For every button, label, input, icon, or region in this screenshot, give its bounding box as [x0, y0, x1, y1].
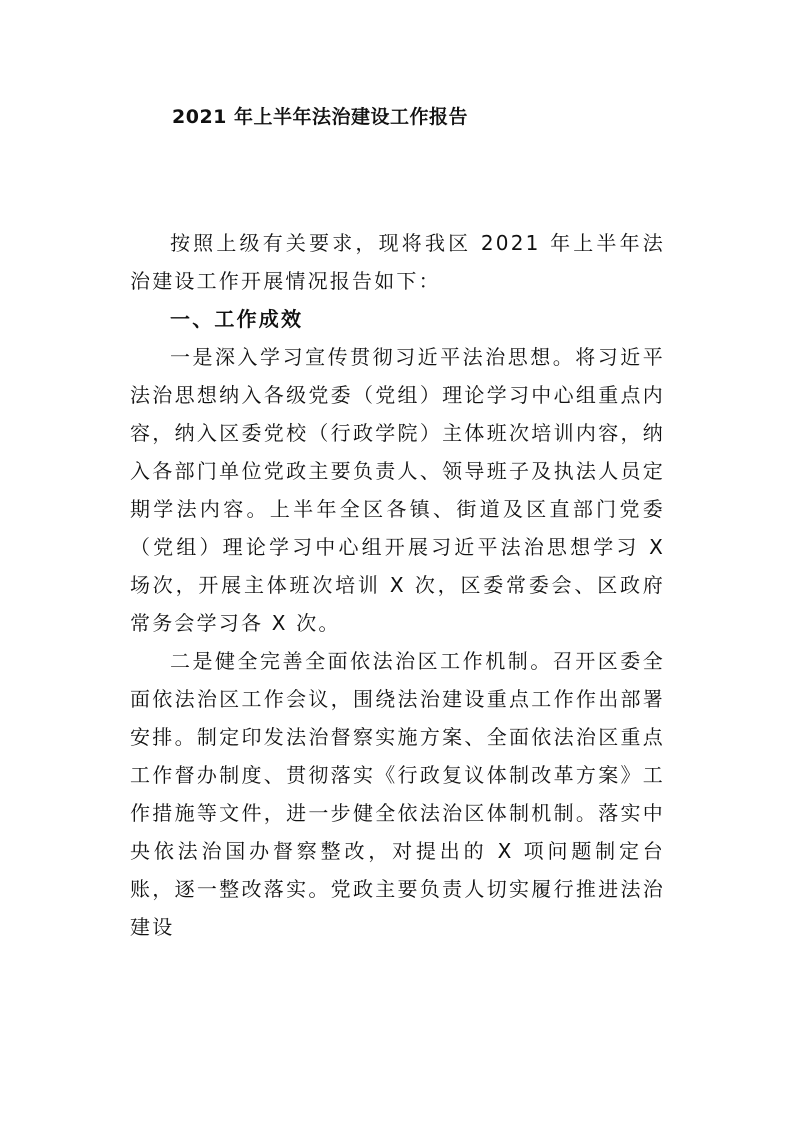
intro-paragraph: 按照上级有关要求，现将我区 2021 年上半年法治建设工作开展情况报告如下： — [130, 231, 665, 293]
document-body — [130, 224, 665, 946]
section-heading: 一、工作成效 — [170, 307, 304, 331]
paragraph-2: 二是健全完善全面依法治区工作机制。召开区委全面依法治区工作会议，围绕法治建设重点工作作出部署安排。制定印发法治督察实施方案、全面依法治区重点工作督办制度、贯彻落实《行政复议体制改革方案》工作措施等文件，进一步健全依法治区体制机制。落实中央依法治国办督察整改，对提出的 X 项问题制定台账，逐一整改落实。党政主要负责人切实履行推进法治建设 — [130, 649, 665, 939]
paragraph-1: 一是深入学习宣传贯彻习近平法治思想。将习近平法治思想纳入各级党委（党组）理论学习中心组重点内容，纳入区委党校（行政学院）主体班次培训内容，纳入各部门单位党政主要负责人、领导班子及执法人员定期学法内容。上半年全区各镇、街道及区直部门党委（党组）理论学习中心组开展习近平法治思想学习 X 场次，开展主体班次培训 X 次，区委常委会、区政府常务会学习各 X 次。 — [130, 345, 665, 635]
document-title: 2021 年上半年法治建设工作报告 — [172, 106, 468, 128]
